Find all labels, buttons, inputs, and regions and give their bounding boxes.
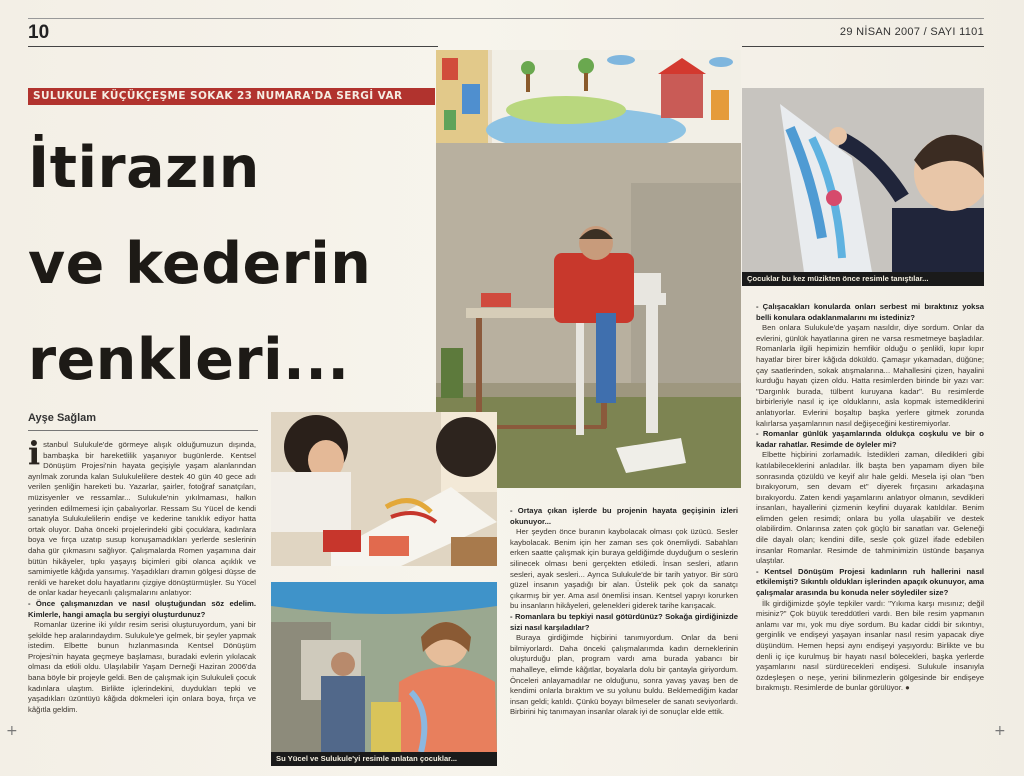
article-paragraph: Buraya girdiğimde hiçbirini tanımıyordum. Onlar da beni bilmiyorlardı. Daha önceki çalışmalarımda kadın derneklerinin oluşturduğu plan, program vardı ama burada yabancı bir mahalleye, elimde kâğıtlar, boyalarla dolu bir çantayla giriyordum. Önceleri anlayamadılar ne olduğunu, sonra yavaş yavaş ben de kendimi onlarla bıraktım ve su yolunu buldu. Beklemediğim kadar insan geldi; katıldı. Çünkü boyayı bilmeseler de sanatı seviyorlardı. Birbirini hiç tanımayan insanlar olarak iyi de sonuçlar elde ettik. (510, 633, 738, 717)
childrens-drawing-photo (436, 50, 741, 143)
kicker-banner: SULUKULE KÜÇÜKÇEŞME SOKAK 23 NUMARA'DA SERGİ VAR (28, 88, 435, 105)
woman-with-children-photo (271, 582, 497, 752)
header-rule-right (742, 46, 984, 47)
photo-caption-boy: Çocuklar bu kez müzikten önce resimle tanıştılar... (742, 272, 984, 286)
page-number: 10 (28, 22, 50, 43)
interview-question: - Kentsel Dönüşüm Projesi kadınların ruh hallerini nasıl etkilemişti? Sıkıntılı oldukları işlerinden apaçık okunuyor, ama çalışmalar arasında bu konuda neler söylediler size? (756, 566, 984, 598)
article-column-1 (28, 440, 256, 770)
article-paragraph: Elbette hiçbirini zorlamadık. İstedikleri zaman, diledikleri gibi katılabileceklerini anladılar. İlk başta ben yapamam diyen bile sonrasında çözüldü ve keyif alır hale geldi. Mesela işi olan "ben bırakıyorum, sen devam et" diyerek fırçasını arkadaşına bırakıyordu. Zaten kendi yaşamlarını anlatıyor olmanın, sevdikleri insanları, hayallerini çizmenin keyfini duyarak katıldılar. Benim elimden gelen resimdi; onlara bu yolla ulaşabilir ve destek olabilirdim. Onlarınsa zaten çok güçlü bir sanatları var. Geleneği dile dayalı olan; kendini dille, sesle çok güzel ifade edebilen insanlar Romanlar. Resimde de tahminimizin üstünde başarıya ulaştılar. (756, 450, 984, 566)
boy-holding-drawing-photo (742, 88, 984, 272)
woman-children-illustration (271, 582, 497, 752)
article-paragraph: Romanlar üzerine iki yıldır resim serisi oluşturuyordum, yani bir şekilde hep aralarındaydım. Sulukule'ye gelmek, bir şeyler yapmak istedim. Elbette bunun hızlanmasında Kentsel Dönüşüm Projesi'nin hayata geçmeye başlaması, buradaki evlerin yıkılacak olması da etkili oldu. Ulaşılabilir Yaşam Derneği Haziran 2006'da bana böyle bir projeyle geldi. Ben de çalışmak için Sulukuleli çocuk kadınlara ulaştım. Birlikte içlerindekini, duydukları tepki ve yaşadıkları üzüntüyü kâğıda dökmeleri için onlara boya, fırça ve kâğıtla geldim. (28, 620, 256, 714)
interview-question: - Çalışacakları konularda onları serbest mi bıraktınız yoksa belli konulara odaklanmalarını mı istediniz? (756, 302, 984, 322)
byline-rule (28, 430, 258, 431)
girl-painting-photo (271, 412, 497, 566)
headline-line-3: renkleri... (28, 327, 350, 393)
registration-mark-right: + (994, 723, 1006, 739)
headline (28, 120, 438, 408)
interview-question: - Romanlara bu tepkiyi nasıl götürdünüz? Sokağa girdiğinizde sizi nasıl karşıladılar? (510, 611, 738, 632)
article-paragraph: stanbul Sulukule'de görmeye alışık olduğumuzun dışında, bambaşka bir hareketlilik yaşanıyor bugünlerde. Kentsel Dönüşüm Projesi'nin hayata geçişiyle yaşam alanlarından ayrılmak zorunda kalan Sulukulelilere destek 40 gün 40 gece adı verilen şenliğin hareketi bu. Yazarlar, şairler, fotoğraf sanatçıları, müzisyenler ve ressamlar... Sulukule'nin yıkılmaması, halkın yerinden edilmemesi için çabalıyorlar. Ressam Su Yücel de kendi sanatıyla Sulukulelilerin endişe ve kederine tanıklık ediyor hatta ortak oluyor. Daha önceki projelerindeki gibi çocuklara, kadınlara boya ve fırça uzatıp susup konuşamadıkları yerlerde seslerinin daha gür çıkmasını sağlıyor. Çalışmalarda Romen yaşamına dair bütün hikâyeler, tıpkı yaşayış biçimleri gibi olanca açıklık ve samimiyetle kâğıda yansımış. Yaşadıkları dramın gölgesi düşse de renkli ve hareket dolu hayatlarını çizgiye dönüştürmüşler. Su Yücel de onlar kadar heyecanlı çalışmalarını anlatıyor: (28, 440, 256, 598)
article-paragraph: Ben onlara Sulukule'de yaşam nasıldır, diye sordum. Onlar da evlerini, günlük hayatlarına giren ne varsa resmetmeye başladılar. Romanlarla ilgili hepimizin hemfikir olduğu o şenlikli, kıpır kıpır hayatlar birer birer kâğıda döküldü. Çamaşır yıkamadan, düğüne; çay saatlerinden, sokak atışmalarına... Mahallesini çizen, hayalini kurduğu hayatı çizen oldu. Hatta resimlerden birinde bir yazı var: "Dargınlık burada, tülbent kuruyana kadar". Bu resimlerde birbirleriyle nasıl iç içe olduklarını, asla kopmak istemediklerini anlatıyorlar. Evlerini boşaltıp başka yerlere gitmek zorunda kalırlarsa yaşamlarının nasıl değişeceğini kestiremiyorlar. (756, 323, 984, 428)
photo-caption-woman: Su Yücel ve Sulukule'yi resimle anlatan çocuklar... (271, 752, 497, 766)
headline-line-2: ve kederin (28, 231, 372, 297)
article-column-2 (510, 506, 738, 770)
article-paragraph: İlk girdiğimizde şöyle tepkiler vardı: "Yıkıma karşı mısınız; değil misiniz?" Çok büyük tereddütleri vardı. Ben bile resim yapmanın anlamı var mı, yok mu diye sordum. Bu kadar ciddi bir sıkıntıyı, gerginlik ve endişeyi yaşayan insanlar nasıl resim yapacak diye düşündüm. Hemen hepsi aynı endişeyi yaşıyordu: Birlikte ve bu denli iç içe kurulmuş bir hayatı nasıl bölecekleri, başka yerlerde yaşamlarını nasıl sürdürecekleri endişesi. Sulukule insanıyla özdeşleşen o neşe, yerini bilinmezlerin gölgesinde bir endişeye bırakmıştı. Resimlerde de bunlar görülüyor. ● (756, 598, 984, 693)
interview-question: - Önce çalışmanızdan ve nasıl oluştuğundan söz edelim. Kimlerle, hangi amaçla bu sergiyi oluşturdunuz? (28, 598, 256, 619)
dateline: 29 NİSAN 2007 / SAYI 1101 (839, 26, 984, 38)
interview-question: - Ortaya çıkan işlerde bu projenin hayata geçişinin izleri okunuyor... (510, 506, 738, 526)
article-paragraph: Her şeyden önce buranın kaybolacak olması çok üzücü. Sesler kaybolacak. Benim için her zaman ses çok önemliydi. Sabahları erken saatte çalışmak için buraya geldiğimde duyduğum o seslerin silinecek olması beni gerçekten etkiledi. İnsan sesleri, atların sesleri, ayak sesleri... Ayrıca Sulukule'de bir tarih yatıyor. Bir sürü güzel insanın yaşadığı bir alan. Üstelik pek çok da sanatçı çıkarmış bir yer. Ama asıl önemlisi insan. Kentsel yapıyı korurken bu insanların hikâyeleri, gelenekleri giderek tarihe karışacak. (510, 527, 738, 611)
header-rule-top (28, 18, 984, 19)
byline: Ayşe Sağlam (28, 412, 97, 424)
drawing-illustration (436, 50, 741, 143)
registration-mark-left: + (6, 723, 18, 739)
interview-question: - Romanlar günlük yaşamlarında oldukça coşkulu ve bir o kadar rahatlar. Resimde de öyleler mi? (756, 429, 984, 449)
headline-line-1: İtirazın (28, 135, 260, 201)
boy-poster-illustration (742, 88, 984, 272)
article-column-3 (756, 302, 984, 770)
drop-cap: i (28, 440, 41, 472)
girl-painting-illustration (271, 412, 497, 566)
header-rule (28, 46, 438, 47)
